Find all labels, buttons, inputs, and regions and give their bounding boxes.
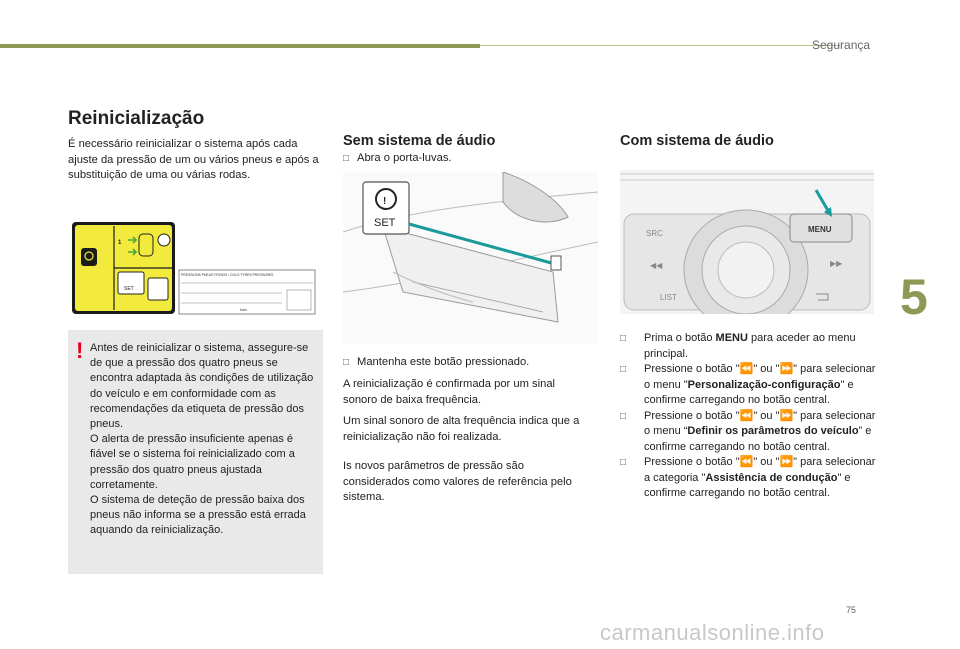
- tpms-warning-icon: [81, 248, 97, 266]
- bullet-square-icon: □: [620, 364, 627, 375]
- audio-step: □ Pressione o botão "⏪" ou "⏩" para selecionar o menu “Definir os parâmetros do veículo” e confirme carregando no botão central.: [620, 409, 876, 453]
- warning-line-3: O sistema de deteção de pressão baixa dos pneus não informa se a pressão está errada aquando da reinicialização.: [90, 494, 306, 537]
- header-accent-bar: [0, 44, 480, 48]
- pressure-table-header: PRESSIONS PNEUS FROIDS / COLD TYRES PRESSURES: [181, 273, 274, 277]
- audio-step: □ Pressione o botão "⏪" ou "⏩" para selecionar a categoria "Assistência de condução" e confirme carregando no botão central.: [620, 456, 876, 499]
- watermark: carmanualsonline.info: [600, 620, 825, 645]
- chapter-number: 5: [900, 269, 928, 325]
- menu-button-label: MENU: [808, 225, 832, 234]
- audio-steps-list: [620, 331, 876, 502]
- forward-icon: ▶▶: [830, 259, 843, 268]
- page-title: Reinicialização: [68, 108, 205, 129]
- warning-text: [90, 341, 318, 539]
- warning-line-2: O alerta de pressão insuficiente apenas é fiável se o sistema foi reinicializado com a pressão dos quatro pneus ajustada corretamente.: [90, 433, 295, 491]
- gauge-icon: [158, 234, 170, 246]
- pressure-unit: bars: [240, 308, 247, 312]
- bullet-square-icon: □: [620, 457, 627, 468]
- bullet-square-icon: □: [343, 357, 350, 368]
- audio-step: □ Pressione o botão "⏪" ou "⏩" para selecionar o menu "Personalização-configuração" e confirme carregando no botão central.: [620, 363, 876, 406]
- without-audio-step-2: □ Mantenha este botão pressionado.: [343, 355, 598, 371]
- tyre-pressure-label-figure: [72, 220, 317, 316]
- failure-paragraph: Um sinal sonoro de alta frequência indica que a reinicialização não foi realizada.: [343, 415, 580, 443]
- bullet-square-icon: □: [620, 410, 627, 422]
- warning-exclamation-icon: !: [76, 338, 84, 363]
- section-title: Segurança: [812, 38, 871, 52]
- bullet-square-icon: □: [620, 333, 627, 344]
- glovebox-set-button-figure: [343, 172, 598, 344]
- svg-text:!: !: [383, 196, 387, 207]
- confirm-paragraph: A reinicialização é confirmada por um sinal sonoro de baixa frequência.: [343, 378, 556, 406]
- without-audio-step-1: □ Abra o porta-luvas.: [343, 151, 598, 167]
- glovebox-icon: [148, 278, 168, 300]
- src-button-label: SRC: [646, 229, 663, 238]
- header-rule: [480, 45, 840, 46]
- with-audio-title: Com sistema de áudio: [620, 133, 774, 149]
- set-button-label: SET: [374, 217, 396, 229]
- warning-box: [68, 330, 323, 574]
- rewind-icon: ◀◀: [650, 261, 663, 270]
- set-label: SET: [124, 286, 134, 292]
- page-number: 75: [846, 605, 857, 615]
- audio-step: □ Prima o botão MENU para aceder ao menu principal.: [620, 332, 856, 360]
- audio-panel-figure: [620, 170, 874, 314]
- warning-line-1: Antes de reinicializar o sistema, assegure-se de que a pressão dos quatro pneus se encontra adaptada às condições de utilização do veículo e em conformidade com as recomendações da etiqueta de pressão dos pneus.: [90, 342, 314, 431]
- list-button-label: LIST: [660, 293, 677, 302]
- bullet-square-icon: □: [343, 153, 350, 164]
- without-audio-title: Sem sistema de áudio: [343, 133, 496, 149]
- label-step-1: 1: [118, 240, 122, 246]
- reference-paragraph: Is novos parâmetros de pressão são considerados como valores de referência pelo sistema.: [343, 460, 572, 503]
- intro-paragraph: É necessário reinicializar o sistema após cada ajuste da pressão de um ou vários pneus e após a substituição de uma ou várias rodas.: [68, 138, 319, 181]
